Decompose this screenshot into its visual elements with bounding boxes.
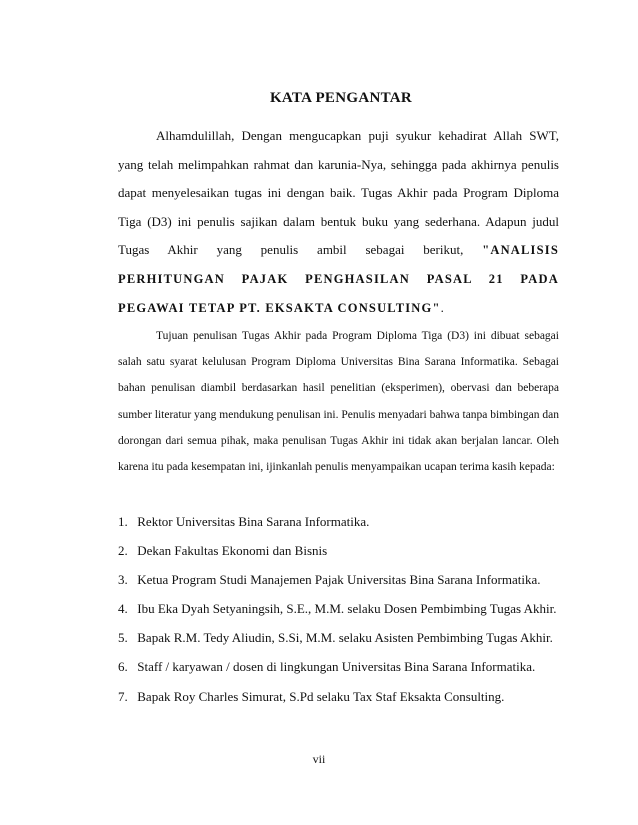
paragraph-intro-end: . [440,299,444,315]
list-item-text: Dekan Fakultas Ekonomi dan Bisnis [137,543,328,559]
list-item [118,682,564,711]
page-title: KATA PENGANTAR [269,90,413,106]
thesis-title-quote: "ANALISIS PERHITUNGAN PAJAK PENGHASILAN PASAL 21 PADA PEGAWAI TETAP PT. EKSAKTA CONSULTING" [118,243,559,315]
list-item-text: Rektor Universitas Bina Sarana Informatika. [137,514,370,529]
list-item-number: 2. [118,543,128,559]
page-number: vii [312,752,326,766]
acknowledgement-list [118,507,564,711]
list-item-number: 4. [118,601,128,617]
list-item [118,507,564,536]
paragraph-purpose [118,323,559,480]
list-item [118,652,564,681]
list-item [118,536,564,565]
paragraph-intro [118,122,559,322]
list-item-text: Ketua Program Studi Manajemen Pajak Universitas Bina Sarana Informatika. [137,572,541,588]
list-item-text: Staff / karyawan / dosen di lingkungan Universitas Bina Sarana Informatika. [137,659,536,675]
list-item-text: Ibu Eka Dyah Setyaningsih, S.E., M.M. selaku Dosen Pembimbing Tugas Akhir. [137,601,557,617]
list-item-number: 3. [118,572,128,588]
list-item-number: 5. [118,630,128,646]
list-item-number: 1. [118,514,128,529]
paragraph-intro-text: Alhamdulillah, Dengan mengucapkan puji syukur kehadirat Allah SWT, yang telah melimpahkan rahmat dan karunia-Nya, sehingga pada akhirnya penulis dapat menyelesaikan tugas ini dengan baik. Tugas Akhir pada Program Diploma Tiga (D3) ini penulis sajikan dalam bentuk buku yang sederhana. Adapun judul Tugas Akhir yang penulis ambil sebagai berikut, [118,128,559,258]
paragraph-purpose-text: Tujuan penulisan Tugas Akhir pada Program Diploma Tiga (D3) ini dibuat sebagai salah satu syarat kelulusan Program Diploma Universitas Bina Sarana Informatika. Sebagai bahan penulisan diambil berdasarkan hasil penelitian (eksperimen), obervasi dan beberapa sumber literatur yang mendukung penulisan ini. Penulis menyadari bahwa tanpa bimbingan dan dorongan dari semua pihak, maka penulisan Tugas Akhir ini tidak akan berjalan lancar. Oleh karena itu pada kesempatan ini, ijinkanlah penulis menyampaikan ucapan terima kasih kepada: [118,330,559,474]
list-item-text: Bapak Roy Charles Simurat, S.Pd selaku Tax Staf Eksakta Consulting. [137,688,505,704]
list-item [118,565,564,594]
list-item [118,623,564,652]
list-item [118,594,564,623]
list-item-number: 7. [118,688,128,704]
list-item-text: Bapak R.M. Tedy Aliudin, S.Si, M.M. selaku Asisten Pembimbing Tugas Akhir. [137,630,553,646]
list-item-number: 6. [118,659,128,675]
